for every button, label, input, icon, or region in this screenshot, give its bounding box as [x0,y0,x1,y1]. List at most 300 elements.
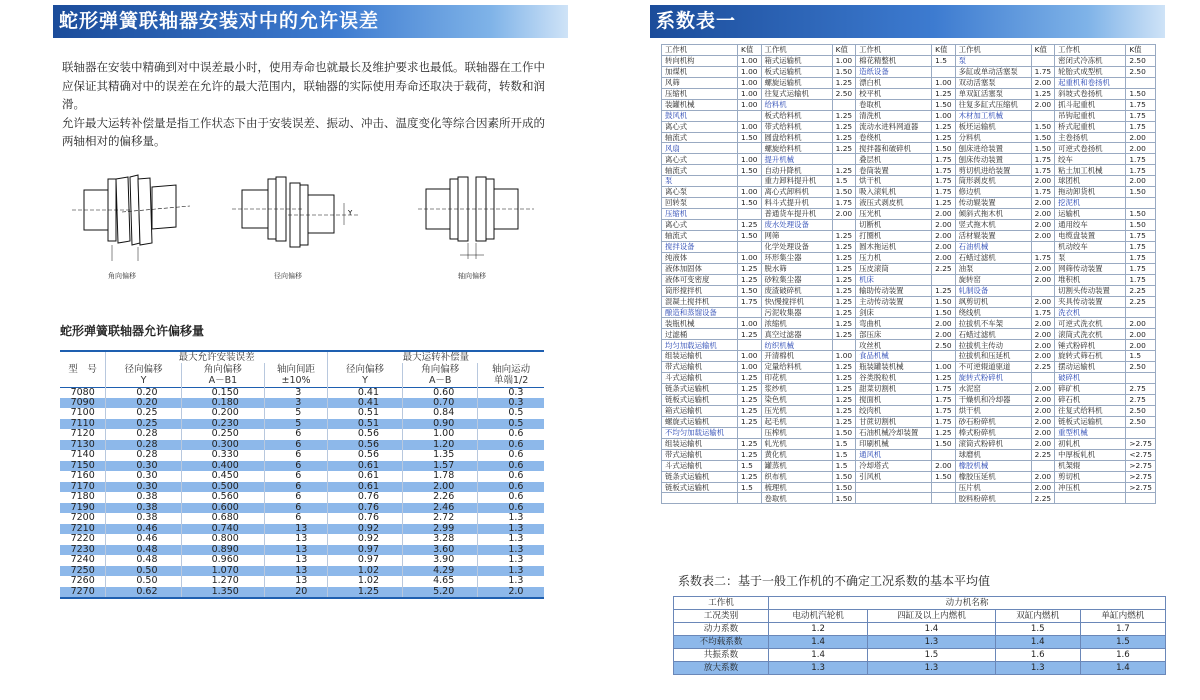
k-value: 2.00 [1031,220,1054,231]
k-value: 1.25 [738,471,761,482]
factor-value: 1.4 [1080,662,1165,675]
factor-label: 不均载系数 [674,636,769,649]
machine-name: 斗式运输机 [662,460,738,471]
k-table-row [662,66,1156,77]
machine-name: 重力卸料提升机 [761,176,832,187]
offset-value-cell: 0.400 [181,461,265,472]
offset-value-cell: 0.6 [478,471,544,482]
k-value: 2.00 [832,209,855,220]
offset-value-cell: 1.3 [478,524,544,535]
k-value: 1.50 [932,296,955,307]
k-value: 2.25 [1126,285,1156,296]
k-value: 1.00 [738,88,761,99]
machine-name: 圆木拖运机 [856,241,932,252]
offset-value-cell: 0.600 [181,503,265,514]
k-value: 2.50 [1126,362,1156,373]
install-error-header: 最大允许安装误差 [106,351,328,363]
k-value: 1.75 [1126,230,1156,241]
machine-name: 漂白机 [856,77,932,88]
k-table-row [662,460,1156,471]
offset-value-cell: 3.90 [403,555,478,566]
k-value: 1.00 [832,351,855,362]
model-cell: 7090 [60,398,106,409]
run-compensation-header: 最大运转补偿量 [327,351,544,363]
offset-value-cell: 0.25 [106,408,181,419]
table2-title: 系数表二：基于一般工作机的不确定工况系数的基本平均值 [678,574,991,588]
k-value [738,340,761,351]
offset-value-cell: 1.3 [478,545,544,556]
k-value: 1.5 [832,438,855,449]
k-value: 2.00 [1126,143,1156,154]
factor-label: 共振系数 [674,649,769,662]
machine-name: 污泥收集器 [761,307,832,318]
offset-table-row [60,408,544,419]
machine-category: 搅拌设备 [662,241,738,252]
k-value: <2.75 [1126,449,1156,460]
offset-value-cell: 0.6 [478,482,544,493]
machine-header: 工作机 [1055,45,1126,56]
factor-value: 1.3 [868,662,995,675]
k-value: 2.75 [1126,395,1156,406]
k-value: 2.00 [1031,405,1054,416]
machine-name: 拉拔机和压延机 [955,351,1031,362]
machine-name: 修边机 [955,187,1031,198]
offset-value-cell: 0.30 [106,471,181,482]
k-value [738,427,761,438]
machine-name: 叠层机 [856,154,932,165]
machine-name: 石油机械冷却装置 [856,427,932,438]
offset-value-cell: 1.3 [478,534,544,545]
machine-name: 压皮滚筒 [856,263,932,274]
offset-value-cell: 0.76 [327,492,402,503]
k-table-row [662,110,1156,121]
machine-name: 搅拌器和破碎机 [856,143,932,154]
machine-name: 搅面机 [856,395,932,406]
offset-value-cell: 0.41 [327,387,402,398]
k-table-row [662,132,1156,143]
offset-value-cell: 0.200 [181,408,265,419]
machine-name: 斗式运输机 [662,373,738,384]
k-value [738,143,761,154]
offset-value-cell: 0.70 [403,398,478,409]
factor-label: 动力系数 [674,623,769,636]
machine-name: 压力机 [856,252,932,263]
machine-name: 定量给料机 [761,362,832,373]
machine-name: 快\慢搅拌机 [761,296,832,307]
machine-name: 风筛 [662,77,738,88]
offset-value-cell: 0.330 [181,450,265,461]
k-value: 1.25 [738,416,761,427]
k-value: 2.00 [1126,132,1156,143]
machine-name: 输助传动装置 [856,285,932,296]
k-value: 1.25 [738,405,761,416]
intro-paragraph-2: 允许最大运转补偿量是指工作状态下由于安装误差、振动、冲击、温度变化等综合因素所开成的两轴相对的偏移量。 [62,115,545,148]
k-value [1126,77,1156,88]
offset-value-cell: 2.99 [403,524,478,535]
machine-category: 重型机械 [1055,427,1126,438]
offset-value-cell: 0.6 [478,440,544,451]
offset-value-cell: 4.65 [403,576,478,587]
machine-name: 倾斜式拖木机 [955,209,1031,220]
k-factor-table [661,44,1156,504]
k-value: 2.00 [1126,318,1156,329]
factor-row [674,649,1166,662]
k-value: 1.75 [1031,165,1054,176]
offset-table-row [60,387,544,398]
factor-row [674,662,1166,675]
axial-offset-diagram [418,165,538,280]
offset-value-cell: 0.62 [106,587,181,598]
machine-name: 回转泵 [662,198,738,209]
offset-value-cell: 0.76 [327,513,402,524]
k-table-row [662,307,1156,318]
offset-value-cell: 1.78 [403,471,478,482]
k-value: 1.50 [932,143,955,154]
svg-text:Y: Y [348,209,353,217]
machine-name: 瓶装罐装机械 [856,362,932,373]
k-value [832,99,855,110]
k-value: 1.25 [932,88,955,99]
offset-value-cell: 0.180 [181,398,265,409]
k-value: 1.25 [832,329,855,340]
k-table-row [662,121,1156,132]
k-table-row [662,230,1156,241]
k-value: 1.50 [932,307,955,318]
machine-name: 印花机 [761,373,832,384]
machine-category: 给料机 [761,99,832,110]
model-cell: 7120 [70,428,95,440]
machine-name: 黄化机 [761,449,832,460]
factor-value: 1.5 [868,649,995,662]
k-value: 2.00 [932,230,955,241]
machine-name: 切割头传动装置 [1055,285,1126,296]
offset-value-cell: 0.5 [478,408,544,419]
machine-name: 吸入滚轧机 [856,187,932,198]
machine-name: 烘干机 [856,176,932,187]
k-value: 2.00 [1126,176,1156,187]
k-value: 1.75 [932,416,955,427]
k-value: 2.00 [1126,329,1156,340]
machine-name: 卷筒装置 [856,165,932,176]
k-table-row [662,329,1156,340]
offset-value-cell: 2.00 [403,482,478,493]
k-table-row [662,165,1156,176]
offset-subheader: 径向偏移 [106,363,181,375]
k-value: 1.50 [738,132,761,143]
model-cell: 7220 [70,533,95,545]
offset-value-cell: 1.3 [478,566,544,577]
machine-name: 拖动卸货机 [1055,187,1126,198]
machine-name: 剪切机 [1055,471,1126,482]
k-value: 1.25 [832,307,855,318]
machine-name: 主动传动装置 [856,296,932,307]
k-value: 1.00 [738,187,761,198]
offset-value-cell: 0.20 [106,398,181,409]
machine-name: 通用绞车 [1055,220,1126,231]
offset-table-row [60,450,544,461]
k-value [1126,307,1156,318]
machine-name: 刨床传动装置 [955,154,1031,165]
machine-name: 棉花精整机 [856,55,932,66]
offset-table-row [60,513,544,524]
machine-category: 提升机械 [761,154,832,165]
offset-value-cell: 0.60 [403,387,478,398]
k-value: 1.25 [932,121,955,132]
machine-name: 化学处理设备 [761,241,832,252]
k-value: 1.5 [738,482,761,493]
offset-value-cell: 0.56 [327,440,402,451]
k-value: 2.00 [1031,209,1054,220]
k-value [832,340,855,351]
machine-name: 单双缸活塞泵 [955,88,1031,99]
offset-table-row [60,471,544,482]
machine-name: 网筛 [761,230,832,241]
machine-name: 拉拔机不车架 [955,318,1031,329]
offset-value-cell: 0.92 [327,534,402,545]
machine-name: 真空过滤器 [761,329,832,340]
k-value: 1.75 [832,198,855,209]
offset-table-row [60,461,544,472]
machine-name: 链板式运输机 [1055,416,1126,427]
machine-name: 卷绕机 [856,132,932,143]
machine-name: 谷类脱粒机 [856,373,932,384]
k-value: 2.75 [1126,384,1156,395]
machine-name: 竖式拖木机 [955,220,1031,231]
machine-name: 石蜡过滤机 [955,329,1031,340]
machine-category: 起重机和卷扬机 [1055,77,1126,88]
machine-name: 部压床 [856,329,932,340]
angular-offset-caption: 角向偏移 [108,272,136,280]
k-value: 1.00 [832,55,855,66]
offset-value-cell: 0.230 [181,419,265,430]
machine-name [856,493,932,504]
k-value: 2.00 [1126,340,1156,351]
machine-name: 压榨机 [761,427,832,438]
offset-table-row [60,429,544,440]
machine-category: 造纸设备 [856,66,932,77]
offset-value-cell: 3 [265,387,328,398]
k-table-row [662,373,1156,384]
offset-table-row [60,587,544,598]
k-table-row [662,154,1156,165]
k-value: 1.00 [738,66,761,77]
model-cell: 7100 [70,407,95,419]
offset-value-cell: 6 [265,503,328,514]
machine-name: 离心式 [662,220,738,231]
k-table-row [662,405,1156,416]
machine-name: 水泥窑 [955,384,1031,395]
offset-value-cell: 0.38 [106,492,181,503]
machine-name: 攻丝机 [856,340,932,351]
k-value: 1.25 [832,318,855,329]
k-value [738,176,761,187]
machine-name: 打圈机 [856,230,932,241]
machine-name: 甘蔗切割机 [856,416,932,427]
k-value: 1.00 [738,77,761,88]
offset-value-cell: 0.6 [478,450,544,461]
machine-name: 多缸或单动活塞泵 [955,66,1031,77]
offset-value-cell: 0.51 [327,408,402,419]
k-table-row [662,482,1156,493]
offset-table-row [60,440,544,451]
offset-value-cell: 13 [265,576,328,587]
k-value: 1.50 [1126,209,1156,220]
right-banner: 系数表一 [650,5,1165,38]
machine-category: 石油机械 [955,241,1031,252]
machine-name: 离心式 [662,154,738,165]
k-value: 1.75 [1126,274,1156,285]
model-cell: 7080 [60,387,106,398]
offset-value-cell: 0.61 [327,482,402,493]
machine-name: 绕线机 [955,307,1031,318]
k-value: 1.00 [738,318,761,329]
k-value: 1.25 [738,263,761,274]
machine-name: 往复式给料机 [1055,405,1126,416]
machine-category: 机床 [856,274,932,285]
machine-name: 离心式卸料机 [761,187,832,198]
k-value: 2.50 [1126,416,1156,427]
machine-name: 分料机 [955,132,1031,143]
k-value: 1.25 [932,198,955,209]
offset-subheader: 轴向间距 [265,363,328,375]
machine-name: 冷却塔式 [856,460,932,471]
k-table-row [662,340,1156,351]
offset-value-cell: 0.48 [106,555,181,566]
k-value: 1.50 [1126,88,1156,99]
model-cell: 7260 [70,575,95,587]
k-value: 2.00 [932,318,955,329]
model-cell: 7180 [70,491,95,503]
machine-name: 带式运输机 [662,362,738,373]
machine-name: 绞肉机 [856,405,932,416]
k-value: 1.25 [1031,88,1054,99]
offset-value-cell: 1.35 [403,450,478,461]
model-cell: 7190 [60,503,106,514]
k-value [1031,110,1054,121]
machine-category: 通风机 [856,449,932,460]
k-value [932,449,955,460]
k-table-row [662,176,1156,187]
offset-value-cell: 0.250 [181,429,265,440]
machine-name: 轴流式 [662,165,738,176]
k-value: 2.00 [932,209,955,220]
machine-name: 螺旋给料机 [761,143,832,154]
k-value: 2.00 [932,241,955,252]
k-value: 1.00 [738,252,761,263]
model-cell: 7240 [70,554,95,566]
k-value: 1.75 [1126,110,1156,121]
k-value: 2.00 [1031,471,1054,482]
machine-name: 砂石粉碎机 [955,416,1031,427]
factor-value: 1.6 [1080,649,1165,662]
machine-name: 摆动运输机 [1055,362,1126,373]
k-value: 1.50 [738,230,761,241]
k-value [738,241,761,252]
k-value [932,66,955,77]
offset-value-cell: 0.50 [106,576,181,587]
machine-name: 纯液体 [662,252,738,263]
k-value: 1.25 [738,220,761,231]
k-value: 1.75 [1031,252,1054,263]
offset-value-cell: 1.02 [327,566,402,577]
k-table-row [662,296,1156,307]
machine-name: 螺旋式运输机 [662,416,738,427]
offset-value-cell: 1.02 [327,576,402,587]
machine-category: 食品机械 [856,351,932,362]
k-header: K值 [932,45,955,56]
k-table-row [662,351,1156,362]
k-value [738,493,761,504]
offset-value-cell: 6 [265,429,328,440]
factor-value: 1.3 [995,662,1080,675]
factor-row [674,623,1166,636]
factor-value: 1.4 [868,623,995,636]
offset-value-cell: 0.28 [106,429,181,440]
machine-name: 校平机 [856,88,932,99]
offset-value-cell: 6 [265,461,328,472]
k-table-row [662,318,1156,329]
machine-name: 压光机 [856,209,932,220]
k-value: 1.50 [932,438,955,449]
k-value [932,351,955,362]
machine-header: 工作机 [662,45,738,56]
machine-category: 废水处理设备 [761,220,832,231]
k-value: 1.25 [832,416,855,427]
k-value: 1.25 [832,230,855,241]
machine-name: 螺旋运输机 [761,77,832,88]
machine-name: 环形集尘器 [761,252,832,263]
k-value: 1.75 [1126,165,1156,176]
offset-table-row [60,576,544,587]
machine-name: 拉拔机主传动 [955,340,1031,351]
radial-offset-diagram [232,165,362,280]
machine-name: 剑床 [856,307,932,318]
factor-value: 1.2 [769,623,868,636]
offset-subheader-unit: A－B [403,375,478,387]
offset-subheader: 轴向运动 [478,363,544,375]
k-value: 1.50 [738,285,761,296]
machine-name: 筒形搅拌机 [662,285,738,296]
machine-name: 箱式运输机 [662,405,738,416]
k-value: 1.25 [932,132,955,143]
offset-value-cell: 0.5 [478,419,544,430]
model-cell: 7200 [70,512,95,524]
machine-category: 酿造和蒸馏设备 [662,307,738,318]
offset-value-cell: 13 [265,555,328,566]
offset-value-cell: 0.6 [478,503,544,514]
machine-name: 滚筒式粉碎机 [955,438,1031,449]
offset-value-cell: 0.48 [106,545,181,556]
k-value: 1.25 [738,373,761,384]
machine-name: 干燥机和冷却器 [955,395,1031,406]
k-value: 1.25 [738,384,761,395]
k-value: 2.00 [1031,176,1054,187]
machine-name: 球团机 [1055,176,1126,187]
offset-subheader-unit: 单端1/2 [478,375,544,387]
model-cell: 7140 [70,449,95,461]
offset-table-row [60,555,544,566]
machine-name: 电缆盘装置 [1055,230,1126,241]
k-value: 1.00 [738,99,761,110]
factor-value: 1.4 [995,636,1080,649]
offset-value-cell: 0.25 [106,419,181,430]
k-value: 1.00 [738,154,761,165]
machine-name: 泵 [1055,252,1126,263]
machine-name: 主卷扬机 [1055,132,1126,143]
t2-condition-header: 工况类别 [674,610,769,623]
k-value: 1.25 [832,263,855,274]
k-table-row [662,471,1156,482]
